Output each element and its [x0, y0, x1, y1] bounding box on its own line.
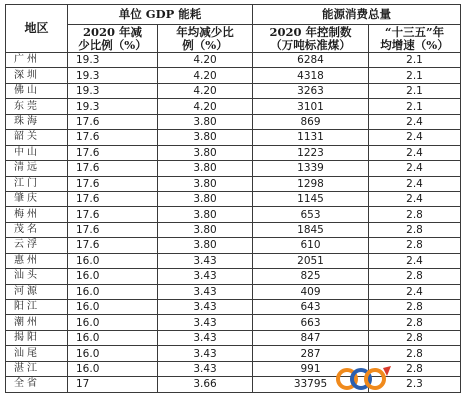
gdp-2020-cell: 17.6: [68, 191, 158, 206]
gdp-2020-cell: 16.0: [68, 269, 158, 284]
table-row: [6, 176, 461, 191]
annual-reduction-cell: 3.43: [158, 269, 253, 284]
annual-reduction-cell: 3.43: [158, 330, 253, 345]
region-cell: 佛山: [6, 83, 68, 98]
control-2020-cell: 653: [253, 207, 369, 222]
annual-reduction-cell: 3.43: [158, 361, 253, 376]
header-control-2020: 2020 年控制数 （万吨标准煤）: [253, 25, 369, 53]
table-row: [6, 191, 461, 206]
gdp-2020-cell: 19.3: [68, 83, 158, 98]
annual-reduction-cell: 4.20: [158, 83, 253, 98]
control-2020-cell: 287: [253, 346, 369, 361]
region-cell: 深圳: [6, 68, 68, 83]
region-cell: 东莞: [6, 99, 68, 114]
annual-reduction-cell: 3.43: [158, 300, 253, 315]
header-growth-135: “十三五”年 均增速（%）: [369, 25, 461, 53]
gdp-2020-cell: 17: [68, 377, 158, 392]
growth-cell: 2.8: [369, 300, 461, 315]
annual-reduction-cell: 3.43: [158, 284, 253, 299]
header-gdp-group: 单位 GDP 能耗: [68, 5, 253, 25]
annual-reduction-cell: 4.20: [158, 53, 253, 68]
region-cell: 清远: [6, 161, 68, 176]
region-cell: 梅州: [6, 207, 68, 222]
annual-reduction-cell: 4.20: [158, 99, 253, 114]
control-2020-cell: 869: [253, 114, 369, 129]
gdp-2020-cell: 16.0: [68, 315, 158, 330]
control-2020-cell: 33795: [253, 377, 369, 392]
header-energy-group: 能源消费总量: [253, 5, 461, 25]
control-2020-cell: 610: [253, 238, 369, 253]
region-cell: 茂名: [6, 222, 68, 237]
gdp-2020-cell: 17.6: [68, 176, 158, 191]
growth-cell: 2.4: [369, 130, 461, 145]
annual-reduction-cell: 3.80: [158, 176, 253, 191]
gdp-2020-cell: 17.6: [68, 145, 158, 160]
table-row: [6, 53, 461, 68]
region-cell: 肇庆: [6, 191, 68, 206]
region-cell: 广州: [6, 53, 68, 68]
table-row: [6, 99, 461, 114]
table-row: [6, 346, 461, 361]
gdp-2020-cell: 16.0: [68, 361, 158, 376]
gdp-2020-cell: 16.0: [68, 253, 158, 268]
control-2020-cell: 991: [253, 361, 369, 376]
region-cell: 揭阳: [6, 330, 68, 345]
growth-cell: 2.8: [369, 330, 461, 345]
table-body: [6, 53, 461, 393]
region-cell: 湛江: [6, 361, 68, 376]
control-2020-cell: 1131: [253, 130, 369, 145]
gdp-2020-cell: 19.3: [68, 68, 158, 83]
control-2020-cell: 1845: [253, 222, 369, 237]
annual-reduction-cell: 3.66: [158, 377, 253, 392]
logo-icon: [335, 362, 395, 392]
gdp-2020-cell: 17.6: [68, 207, 158, 222]
region-cell: 潮州: [6, 315, 68, 330]
gdp-2020-cell: 17.6: [68, 114, 158, 129]
growth-cell: 2.1: [369, 68, 461, 83]
table-row: [6, 284, 461, 299]
annual-reduction-cell: 4.20: [158, 68, 253, 83]
control-2020-cell: 663: [253, 315, 369, 330]
control-2020-cell: 847: [253, 330, 369, 345]
growth-cell: 2.4: [369, 114, 461, 129]
control-2020-cell: 825: [253, 269, 369, 284]
growth-cell: 2.4: [369, 191, 461, 206]
control-2020-cell: 6284: [253, 53, 369, 68]
table-row: [6, 253, 461, 268]
table-row: [6, 269, 461, 284]
annual-reduction-cell: 3.43: [158, 253, 253, 268]
header-annual-reduction: 年均减少比 例（%）: [158, 25, 253, 53]
control-2020-cell: 1339: [253, 161, 369, 176]
growth-cell: 2.8: [369, 207, 461, 222]
gdp-2020-cell: 16.0: [68, 330, 158, 345]
growth-cell: 2.8: [369, 269, 461, 284]
annual-reduction-cell: 3.80: [158, 238, 253, 253]
gdp-2020-cell: 19.3: [68, 53, 158, 68]
region-cell: 珠海: [6, 114, 68, 129]
gdp-2020-cell: 19.3: [68, 99, 158, 114]
growth-cell: 2.8: [369, 361, 461, 376]
header-gdp-2020: 2020 年减 少比例（%）: [68, 25, 158, 53]
annual-reduction-cell: 3.80: [158, 207, 253, 222]
growth-cell: 2.1: [369, 83, 461, 98]
gdp-2020-cell: 17.6: [68, 222, 158, 237]
region-cell: 汕尾: [6, 346, 68, 361]
gdp-2020-cell: 16.0: [68, 284, 158, 299]
growth-cell: 2.1: [369, 99, 461, 114]
table-row: [6, 83, 461, 98]
region-cell: 河源: [6, 284, 68, 299]
growth-cell: 2.3: [369, 377, 461, 392]
table-row: [6, 130, 461, 145]
header-region: 地区: [6, 5, 68, 53]
control-2020-cell: 643: [253, 300, 369, 315]
table-row: [6, 207, 461, 222]
table-row: [6, 300, 461, 315]
region-cell: 云浮: [6, 238, 68, 253]
control-2020-cell: 3101: [253, 99, 369, 114]
table-row: [6, 222, 461, 237]
table-row: [6, 315, 461, 330]
control-2020-cell: 3263: [253, 83, 369, 98]
growth-cell: 2.4: [369, 253, 461, 268]
table-row: [6, 161, 461, 176]
annual-reduction-cell: 3.80: [158, 161, 253, 176]
control-2020-cell: 1223: [253, 145, 369, 160]
gdp-2020-cell: 17.6: [68, 161, 158, 176]
control-2020-cell: 4318: [253, 68, 369, 83]
table-row: [6, 330, 461, 345]
region-cell: 韶关: [6, 130, 68, 145]
energy-table: [5, 4, 461, 393]
table-row: [6, 238, 461, 253]
growth-cell: 2.4: [369, 176, 461, 191]
growth-cell: 2.8: [369, 238, 461, 253]
control-2020-cell: 1298: [253, 176, 369, 191]
control-2020-cell: 409: [253, 284, 369, 299]
annual-reduction-cell: 3.80: [158, 191, 253, 206]
region-cell: 阳江: [6, 300, 68, 315]
table-row: [6, 145, 461, 160]
annual-reduction-cell: 3.43: [158, 346, 253, 361]
gdp-2020-cell: 16.0: [68, 346, 158, 361]
control-2020-cell: 1145: [253, 191, 369, 206]
control-2020-cell: 2051: [253, 253, 369, 268]
growth-cell: 2.4: [369, 145, 461, 160]
region-cell: 江门: [6, 176, 68, 191]
region-cell: 惠州: [6, 253, 68, 268]
growth-cell: 2.8: [369, 222, 461, 237]
gdp-2020-cell: 17.6: [68, 238, 158, 253]
gdp-2020-cell: 17.6: [68, 130, 158, 145]
region-cell: 汕头: [6, 269, 68, 284]
table-row: [6, 68, 461, 83]
growth-cell: 2.4: [369, 284, 461, 299]
growth-cell: 2.1: [369, 53, 461, 68]
annual-reduction-cell: 3.80: [158, 130, 253, 145]
annual-reduction-cell: 3.80: [158, 145, 253, 160]
region-cell: 中山: [6, 145, 68, 160]
annual-reduction-cell: 3.80: [158, 114, 253, 129]
annual-reduction-cell: 3.43: [158, 315, 253, 330]
growth-cell: 2.8: [369, 315, 461, 330]
table-row: [6, 114, 461, 129]
annual-reduction-cell: 3.80: [158, 222, 253, 237]
gdp-2020-cell: 16.0: [68, 300, 158, 315]
growth-cell: 2.4: [369, 161, 461, 176]
growth-cell: 2.8: [369, 346, 461, 361]
region-cell: 全省: [6, 377, 68, 392]
